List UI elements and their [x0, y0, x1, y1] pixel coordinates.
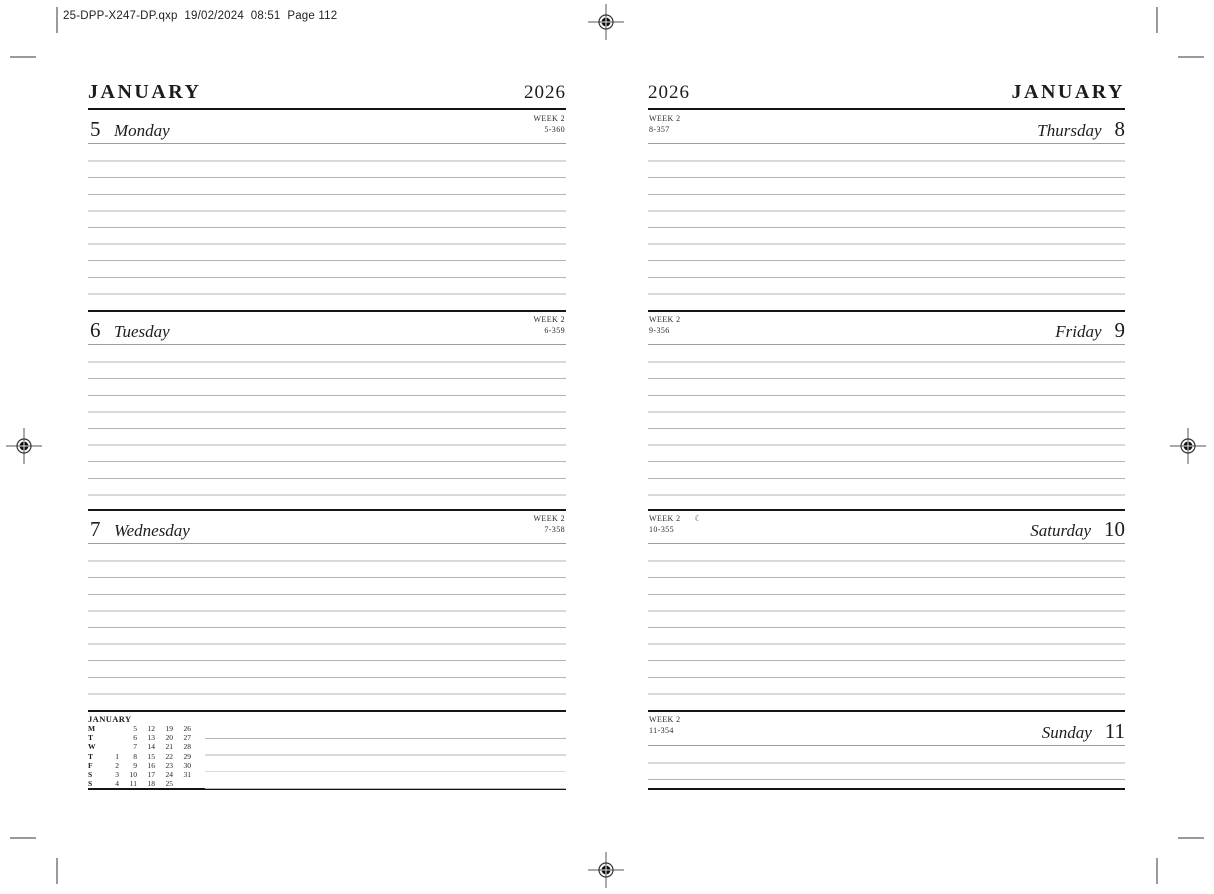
day-title: [1042, 721, 1125, 742]
day-name: Tuesday: [114, 322, 170, 341]
mini-calendar-day-letter: S: [88, 779, 93, 789]
day-header: [88, 511, 566, 544]
mini-calendar-date: 6: [133, 733, 137, 743]
day-name: Sunday: [1041, 723, 1092, 742]
day-section-sunday: [648, 710, 1125, 790]
mini-calendar-date: 14: [147, 742, 155, 752]
week-label: WEEK 2: [649, 114, 681, 123]
registration-mark-icon: [588, 852, 624, 888]
week-label: WEEK 2: [533, 114, 565, 123]
mini-calendar-date: 24: [165, 770, 173, 780]
mini-calendar-day-letter: T: [88, 733, 94, 743]
writing-lines: [648, 145, 1125, 309]
day-title: [1037, 119, 1125, 140]
day-number: 9: [1114, 318, 1125, 342]
mini-calendar-date: 2: [115, 760, 119, 770]
mini-calendar-date: 29: [183, 751, 191, 761]
day-title: [1055, 320, 1125, 341]
week-info: [649, 715, 681, 736]
mini-calendar-date: 7: [133, 742, 137, 752]
day-count: 11-354: [649, 725, 674, 735]
page-header-right: [648, 78, 1125, 110]
registration-mark-icon: [6, 428, 42, 464]
mini-calendar-date: 18: [147, 779, 155, 789]
diary-page-right: [648, 0, 1125, 894]
day-header: [648, 111, 1125, 144]
week-info: [533, 514, 565, 535]
month-title: JANUARY: [1011, 81, 1125, 103]
day-count: 7-358: [544, 524, 565, 534]
mini-calendar-date: 8: [133, 751, 137, 761]
mini-calendar-row: [88, 752, 206, 761]
day-name: Friday: [1055, 322, 1102, 341]
day-section-saturday: [648, 511, 1125, 708]
day-name: Monday: [114, 121, 170, 140]
mini-calendar-date: 17: [147, 770, 155, 780]
day-section-wednesday: [88, 511, 566, 708]
mini-calendar-date: 4: [115, 779, 119, 789]
mini-calendar-date: 31: [183, 770, 191, 780]
day-section-monday: [88, 111, 566, 312]
mini-calendar-date: 5: [133, 724, 137, 733]
week-label: WEEK 2: [649, 315, 681, 324]
week-label: WEEK 2: [533, 514, 565, 523]
mini-calendar-date: 9: [133, 760, 137, 770]
mini-calendar-date: [101, 742, 119, 751]
registration-mark-icon: [588, 4, 624, 40]
day-count: 9-356: [649, 325, 670, 335]
moon-phase-icon: ☾: [694, 514, 703, 523]
week-info: [649, 315, 681, 336]
day-name: Thursday: [1037, 121, 1102, 140]
mini-calendar-row: [88, 779, 206, 788]
day-header: [648, 712, 1125, 746]
mini-calendar-rows: [88, 724, 206, 788]
day-number: 7: [90, 517, 101, 541]
mini-calendar-date: [101, 733, 119, 742]
year-label: 2026: [524, 82, 566, 103]
year-label: 2026: [648, 82, 690, 103]
mini-calendar-date: 1: [115, 751, 119, 761]
week-label: WEEK 2: [533, 315, 565, 324]
mini-calendar-day-letter: W: [88, 742, 96, 752]
mini-calendar-date: 26: [183, 724, 191, 733]
day-section-thursday: [648, 111, 1125, 312]
day-section-tuesday: [88, 312, 566, 511]
mini-calendar-date: 3: [115, 770, 119, 780]
mini-calendar-day-letter: T: [88, 751, 94, 761]
crop-mark-top-right-v: [1156, 7, 1158, 33]
mini-calendar-date: 13: [147, 733, 155, 743]
diary-page-left: [88, 0, 566, 894]
writing-lines: [648, 545, 1125, 707]
week-info: [649, 514, 702, 535]
day-count: 5-360: [544, 124, 565, 134]
mini-calendar-band: [88, 710, 566, 790]
crop-mark-top-left-v: [56, 7, 58, 33]
mini-calendar-date: 15: [147, 751, 155, 761]
crop-mark-top-right-h: [1178, 56, 1204, 58]
day-number: 6: [90, 318, 101, 342]
mini-calendar: [88, 715, 206, 788]
day-name: Saturday: [1030, 521, 1091, 540]
writing-lines: [88, 346, 566, 508]
writing-lines: [88, 145, 566, 309]
writing-lines: [648, 346, 1125, 508]
crop-mark-bottom-right-h: [1178, 837, 1204, 839]
day-header: [88, 312, 566, 345]
mini-calendar-row: [88, 733, 206, 742]
mini-calendar-date: 11: [129, 779, 137, 789]
day-name: Wednesday: [114, 521, 190, 540]
mini-calendar-date: 19: [165, 724, 173, 733]
crop-mark-top-left-h: [10, 56, 36, 58]
mini-calendar-row: [88, 761, 206, 770]
prepress-slug: 25-DPP-X247-DP.qxp 19/02/2024 08:51 Page 112: [63, 10, 338, 22]
day-number: 5: [90, 117, 101, 141]
mini-calendar-row: [88, 742, 206, 751]
day-number: 11: [1104, 719, 1125, 743]
day-number: 8: [1114, 117, 1125, 141]
day-title: [1030, 519, 1125, 540]
week-info: [533, 114, 565, 135]
mini-calendar-date: 28: [183, 742, 191, 752]
writing-lines: [648, 747, 1125, 787]
day-header: [88, 111, 566, 144]
day-count: 6-359: [544, 325, 565, 335]
mini-calendar-date: [173, 779, 191, 788]
writing-lines: [205, 722, 566, 790]
mini-calendar-day-letter: F: [88, 760, 93, 770]
mini-calendar-date: 30: [183, 760, 191, 770]
mini-calendar-row: [88, 724, 206, 733]
mini-calendar-date: 10: [129, 770, 137, 780]
page-header-left: [88, 78, 566, 110]
mini-calendar-date: 23: [165, 760, 173, 770]
crop-mark-bottom-right-v: [1156, 858, 1158, 884]
crop-mark-bottom-left-v: [56, 858, 58, 884]
week-label: WEEK 2: [649, 514, 681, 523]
day-count: 8-357: [649, 124, 670, 134]
week-label: WEEK 2: [649, 715, 681, 724]
mini-calendar-date: 25: [165, 779, 173, 789]
mini-calendar-date: [101, 724, 119, 733]
writing-lines: [88, 545, 566, 707]
mini-calendar-date: 22: [165, 751, 173, 761]
week-info: [533, 315, 565, 336]
month-title: JANUARY: [88, 81, 202, 103]
crop-mark-bottom-left-h: [10, 837, 36, 839]
mini-calendar-date: 21: [165, 742, 173, 752]
mini-calendar-row: [88, 770, 206, 779]
day-number: 10: [1104, 517, 1125, 541]
mini-calendar-date: 27: [183, 733, 191, 743]
mini-calendar-title: JANUARY: [88, 714, 132, 724]
mini-calendar-day-letter: M: [88, 724, 96, 733]
mini-calendar-day-letter: S: [88, 770, 93, 780]
registration-mark-icon: [1170, 428, 1206, 464]
day-count: 10-355: [649, 524, 675, 534]
day-header: [648, 312, 1125, 345]
mini-calendar-date: 12: [147, 724, 155, 733]
mini-calendar-date: 16: [147, 760, 155, 770]
day-section-friday: [648, 312, 1125, 511]
week-info: [649, 114, 681, 135]
day-header: [648, 511, 1125, 544]
mini-calendar-date: 20: [165, 733, 173, 743]
